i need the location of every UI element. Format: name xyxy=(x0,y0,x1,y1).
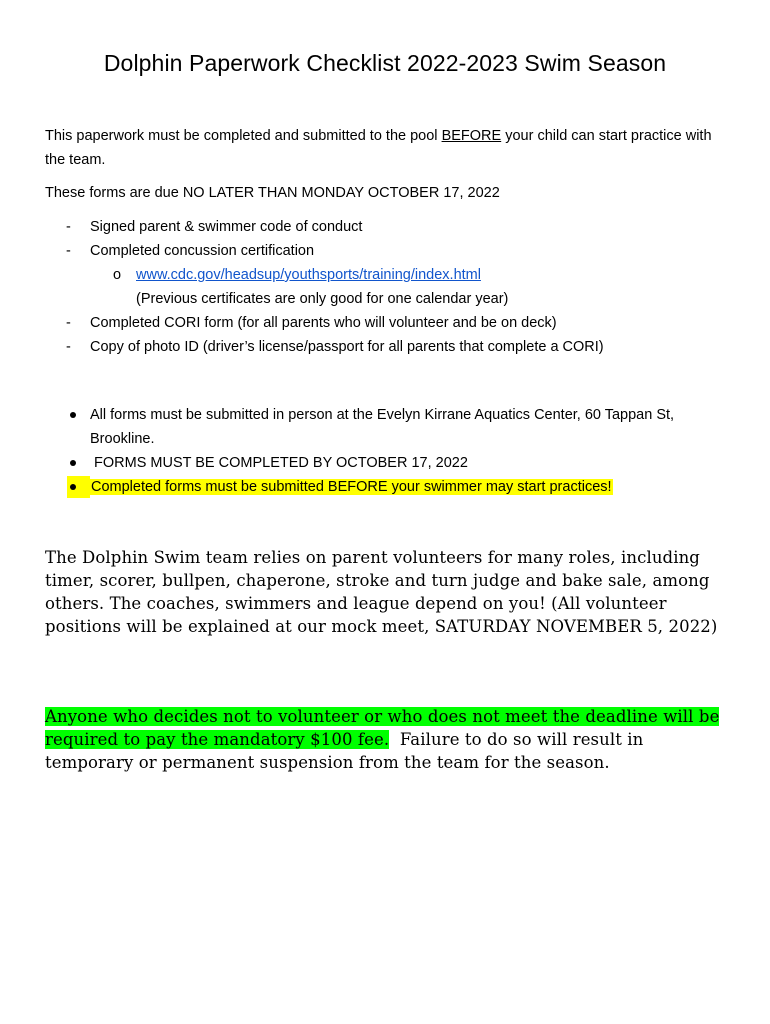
bullet-dot xyxy=(70,460,76,466)
fee-paragraph xyxy=(45,705,735,774)
intro-emphasis-before: BEFORE xyxy=(441,128,502,144)
dash-marker: - xyxy=(66,339,71,355)
dash-marker: - xyxy=(66,219,71,235)
list-item-text: All forms must be submitted in person at the Evelyn Kirrane Aquatics Center, 60 Tappan St, Brookline. xyxy=(90,407,675,447)
bullet-dot xyxy=(70,412,76,418)
cdc-training-link[interactable]: www.cdc.gov/headsup/youthsports/training/index.html xyxy=(136,267,481,283)
submission-rules-list xyxy=(45,403,730,499)
concussion-sublist xyxy=(90,263,725,311)
forms-checklist xyxy=(45,215,725,359)
intro-text-after: your child can start practice with the team. xyxy=(45,128,712,168)
bullet-dot xyxy=(70,484,76,490)
dash-marker: - xyxy=(66,315,71,331)
fee-highlight: Anyone who decides not to volunteer or who does not meet the deadline will be required to pay the mandatory $100 fee. xyxy=(45,707,720,749)
intro-paragraph xyxy=(45,124,725,172)
volunteer-paragraph: The Dolphin Swim team relies on parent volunteers for many roles, including timer, scorer, bullpen, chaperone, stroke and turn judge and bake sale, among others. The coaches, swimmers and league depend on you! (All volunteer positions will be explained at our mock meet, SATURDAY NOVEMBER 5, 2022) xyxy=(45,548,718,636)
list-item-text: Completed concussion certification xyxy=(90,243,315,259)
list-item-highlighted xyxy=(45,475,730,499)
list-item xyxy=(45,451,730,475)
circle-marker: o xyxy=(113,267,122,283)
due-date-line: These forms are due NO LATER THAN MONDAY OCTOBER 17, 2022 xyxy=(45,185,500,201)
list-item xyxy=(45,311,725,335)
sublist-item xyxy=(90,263,725,311)
list-item xyxy=(45,239,725,311)
intro-text-before: This paperwork must be completed and submitted to the pool xyxy=(45,128,442,144)
list-item xyxy=(45,215,725,239)
fee-consequence: Failure to do so will result in temporary or permanent suspension from the team for the season. xyxy=(45,730,649,772)
list-item xyxy=(45,403,730,451)
list-item-text: Completed forms must be submitted BEFORE your swimmer may start practices! xyxy=(91,479,612,495)
dash-marker: - xyxy=(66,243,71,259)
list-item-text: FORMS MUST BE COMPLETED BY OCTOBER 17, 2022 xyxy=(90,455,468,471)
page-title: Dolphin Paperwork Checklist 2022-2023 Swim Season xyxy=(103,50,667,76)
list-item xyxy=(45,335,725,359)
list-item-text: Completed CORI form (for all parents who will volunteer and be on deck) xyxy=(90,315,557,331)
list-item-text: Copy of photo ID (driver’s license/passport for all parents that complete a CORI) xyxy=(90,339,604,355)
list-item-text: Signed parent & swimmer code of conduct xyxy=(90,219,363,235)
certificate-note: (Previous certificates are only good for one calendar year) xyxy=(136,291,509,307)
